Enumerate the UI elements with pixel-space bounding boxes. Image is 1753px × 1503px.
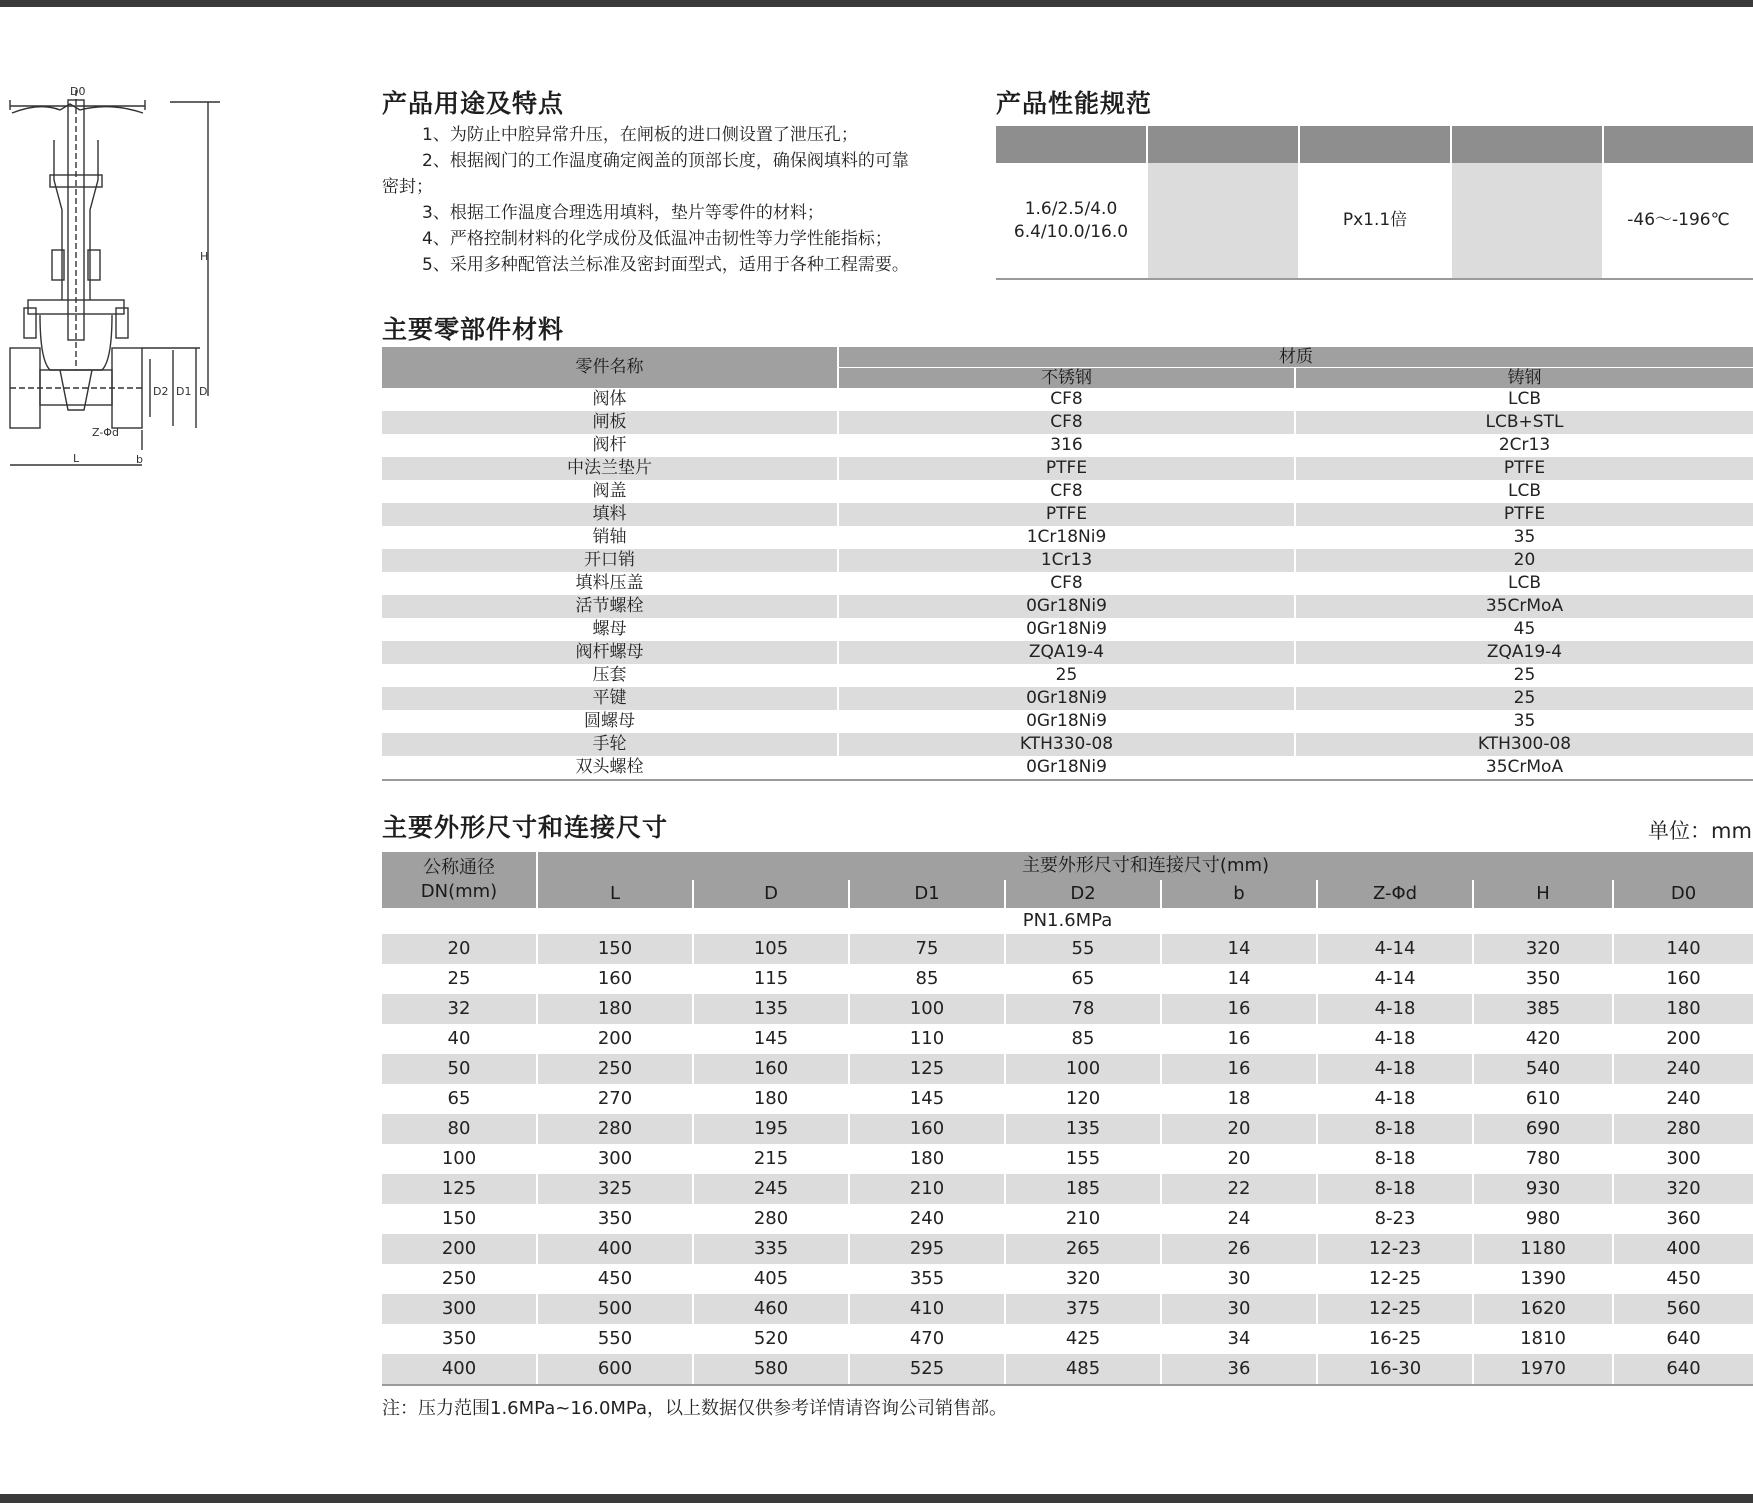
dimension-cell: 100 xyxy=(849,994,1005,1024)
dimension-cell: 250 xyxy=(382,1264,537,1294)
dimension-cell: 300 xyxy=(382,1294,537,1324)
material-row xyxy=(382,388,1753,411)
stainless-material-cell: 1Cr13 xyxy=(838,549,1295,572)
dimension-row xyxy=(382,1144,1753,1174)
cast-material-cell: ZQA19-4 xyxy=(1295,641,1753,664)
part-name-cell: 圆螺母 xyxy=(382,710,838,733)
dimension-cell: 30 xyxy=(1161,1294,1317,1324)
header-col-0: L xyxy=(537,880,693,908)
dimension-row xyxy=(382,964,1753,994)
dimension-cell: 640 xyxy=(1666,1328,1701,1349)
dimension-cell: 320 xyxy=(1613,1174,1753,1204)
dimension-cell: 600 xyxy=(537,1354,693,1385)
dimension-cell: 420 xyxy=(1473,1024,1613,1054)
dimension-cell: 780 xyxy=(1473,1144,1613,1174)
cast-material-cell: 35CrMoA xyxy=(1295,595,1753,618)
dimension-cell: 120 xyxy=(1005,1084,1161,1114)
dimension-cell: 4-18 xyxy=(1317,1024,1473,1054)
material-row xyxy=(382,710,1753,733)
cast-material-cell: 35CrMoA xyxy=(1295,756,1753,780)
header-col-3: D2 xyxy=(1005,880,1161,908)
stainless-material-cell: CF8 xyxy=(838,480,1295,503)
dimension-cell: 16 xyxy=(1161,1024,1317,1054)
dimension-cell: 300 xyxy=(537,1144,693,1174)
dimension-cell: 200 xyxy=(537,1024,693,1054)
dimension-cell: 12-25 xyxy=(1317,1264,1473,1294)
dimension-cell: 425 xyxy=(1005,1324,1161,1354)
cast-material-cell: 25 xyxy=(1513,665,1536,685)
dimension-row xyxy=(382,1234,1753,1264)
feature-item: 2、根据阀门的工作温度确定阀盖的顶部长度，确保阀填料的可靠 xyxy=(422,151,909,171)
label-h: H xyxy=(200,250,209,263)
dimension-cell: 8-18 xyxy=(1317,1114,1473,1144)
dimension-cell: 320 xyxy=(1005,1264,1161,1294)
dimension-cell: 4-18 xyxy=(1317,1084,1473,1114)
label-zphid: Z-Φd xyxy=(92,426,119,439)
dimension-cell: 16 xyxy=(1161,1054,1317,1084)
header-col-1: D xyxy=(693,880,849,908)
part-name-cell: 阀杆螺母 xyxy=(382,641,838,664)
header-stainless: 不锈钢 xyxy=(838,368,1295,389)
dimension-cell: 8-23 xyxy=(1317,1204,1473,1234)
dimension-cell: 980 xyxy=(1473,1204,1613,1234)
dimension-cell: 150 xyxy=(382,1204,537,1234)
material-row xyxy=(382,434,1753,457)
material-row xyxy=(382,503,1753,526)
dimension-row xyxy=(382,1114,1753,1144)
perf-blank-cell xyxy=(1148,163,1298,278)
stainless-material-cell: KTH330-08 xyxy=(838,733,1295,756)
dimension-cell: 1620 xyxy=(1473,1294,1613,1324)
stainless-material-cell: 0Gr18Ni9 xyxy=(838,687,1295,710)
dimension-cell: 25 xyxy=(382,964,537,994)
dimension-cell: 135 xyxy=(693,994,849,1024)
material-row xyxy=(382,526,1753,549)
dimension-cell: 690 xyxy=(1473,1114,1613,1144)
cast-material-cell: 45 xyxy=(1513,619,1536,639)
dimension-cell: 180 xyxy=(849,1144,1005,1174)
performance-table xyxy=(996,126,1753,280)
header-material: 材质 xyxy=(838,347,1753,368)
dimension-cell: 14 xyxy=(1161,964,1317,994)
dimension-cell: 295 xyxy=(849,1234,1005,1264)
feature-item: 3、根据工作温度合理选用填料，垫片等零件的材料； xyxy=(422,203,824,223)
cast-material-cell: LCB xyxy=(1507,481,1541,501)
dimension-row xyxy=(382,1174,1753,1204)
header-dim-group: 主要外形尺寸和连接尺寸(mm) xyxy=(537,852,1753,880)
dimension-cell: 150 xyxy=(537,934,693,964)
dimension-cell: 300 xyxy=(1666,1148,1701,1169)
material-row xyxy=(382,641,1753,664)
dimension-cell: 500 xyxy=(537,1294,693,1324)
feature-item: 密封； xyxy=(382,177,433,197)
cast-material-cell: LCB xyxy=(1507,573,1541,593)
dimensions-title: 主要外形尺寸和连接尺寸 xyxy=(382,813,669,842)
dimension-cell: 1810 xyxy=(1473,1324,1613,1354)
material-row xyxy=(382,756,1753,780)
material-row xyxy=(382,549,1753,572)
dimension-cell: 125 xyxy=(382,1174,537,1204)
dimension-cell: 155 xyxy=(1005,1144,1161,1174)
dimension-cell: 34 xyxy=(1161,1324,1317,1354)
dimension-cell: 385 xyxy=(1473,994,1613,1024)
dimension-cell: 85 xyxy=(849,964,1005,994)
dimension-cell: 450 xyxy=(1666,1268,1701,1289)
dimension-row xyxy=(382,994,1753,1024)
dimension-cell: 400 xyxy=(537,1234,693,1264)
dimension-row xyxy=(382,1264,1753,1294)
label-b: b xyxy=(136,453,143,466)
dimension-cell: 245 xyxy=(693,1174,849,1204)
dimension-row xyxy=(382,1204,1753,1234)
dimension-row xyxy=(382,934,1753,964)
cast-material-cell: LCB+STL xyxy=(1295,411,1753,434)
dimension-cell: 16-30 xyxy=(1317,1354,1473,1385)
dimension-cell: 140 xyxy=(1613,934,1753,964)
dimension-cell: 55 xyxy=(1005,934,1161,964)
dimension-cell: 4-14 xyxy=(1317,934,1473,964)
perf-blank-cell xyxy=(1452,163,1602,278)
dimension-cell: 110 xyxy=(849,1024,1005,1054)
dimension-cell: 20 xyxy=(382,934,537,964)
features-title: 产品用途及特点 xyxy=(382,89,565,118)
top-border-bar xyxy=(0,0,1753,7)
dimension-cell: 240 xyxy=(849,1204,1005,1234)
dimension-cell: 24 xyxy=(1161,1204,1317,1234)
part-name-cell: 阀体 xyxy=(382,388,838,411)
dimension-row xyxy=(382,1024,1753,1054)
stainless-material-cell: 0Gr18Ni9 xyxy=(838,756,1295,780)
cast-material-cell: LCB xyxy=(1507,389,1541,409)
dimension-row xyxy=(382,1324,1753,1354)
stainless-material-cell: CF8 xyxy=(838,388,1295,411)
dimension-cell: 450 xyxy=(537,1264,693,1294)
dimension-cell: 350 xyxy=(382,1324,537,1354)
dimension-cell: 115 xyxy=(693,964,849,994)
dimension-cell: 280 xyxy=(537,1114,693,1144)
header-cast-steel: 铸钢 xyxy=(1295,368,1753,389)
dimension-cell: 280 xyxy=(1613,1114,1753,1144)
dimension-cell: 250 xyxy=(537,1054,693,1084)
dimension-cell: 280 xyxy=(693,1204,849,1234)
perf-header-cell xyxy=(996,126,1146,163)
features-list xyxy=(382,122,972,278)
dimension-cell: 240 xyxy=(1613,1054,1753,1084)
header-col-5: Z-Φd xyxy=(1317,880,1473,908)
dimension-cell: 100 xyxy=(1005,1054,1161,1084)
dimension-row xyxy=(382,1084,1753,1114)
stainless-material-cell: 0Gr18Ni9 xyxy=(838,595,1295,618)
stainless-material-cell: 1Cr18Ni9 xyxy=(838,526,1295,549)
header-dn xyxy=(382,852,537,908)
dimension-cell: 1390 xyxy=(1473,1264,1613,1294)
dimension-cell: 180 xyxy=(693,1084,849,1114)
dimension-cell: 550 xyxy=(537,1324,693,1354)
perf-header-cell xyxy=(1300,126,1450,163)
dimension-cell: 325 xyxy=(537,1174,693,1204)
dimension-cell: 355 xyxy=(849,1264,1005,1294)
dimension-cell: 485 xyxy=(1005,1354,1161,1385)
dimension-cell: 520 xyxy=(693,1324,849,1354)
part-name-cell: 销轴 xyxy=(382,526,838,549)
dimension-cell: 610 xyxy=(1473,1084,1613,1114)
header-col-2: D1 xyxy=(849,880,1005,908)
dimension-cell: 470 xyxy=(849,1324,1005,1354)
unit-label: 单位：mm xyxy=(1648,819,1752,843)
dimension-cell: 540 xyxy=(1473,1054,1613,1084)
dimension-row xyxy=(382,1054,1753,1084)
dimension-cell: 100 xyxy=(382,1144,537,1174)
dimension-cell: 240 xyxy=(1666,1088,1701,1109)
perf-header-cell xyxy=(1604,126,1753,163)
dimension-cell: 4-14 xyxy=(1317,964,1473,994)
dimension-cell: 195 xyxy=(693,1114,849,1144)
dimension-cell: 210 xyxy=(849,1174,1005,1204)
material-row xyxy=(382,595,1753,618)
part-name-cell: 阀盖 xyxy=(382,480,838,503)
dimension-cell: 180 xyxy=(1613,994,1753,1024)
header-col-6: H xyxy=(1473,880,1613,908)
material-row xyxy=(382,618,1753,641)
stainless-material-cell: CF8 xyxy=(838,572,1295,595)
dimension-cell: 22 xyxy=(1161,1174,1317,1204)
dimension-cell: 4-18 xyxy=(1317,994,1473,1024)
stainless-material-cell: 0Gr18Ni9 xyxy=(838,618,1295,641)
dimension-cell: 160 xyxy=(537,964,693,994)
dimension-cell: 560 xyxy=(1613,1294,1753,1324)
dimension-cell: 12-25 xyxy=(1317,1294,1473,1324)
dimension-cell: 270 xyxy=(537,1084,693,1114)
dimension-cell: 200 xyxy=(1666,1028,1701,1049)
label-l: L xyxy=(73,452,80,465)
header-dn-line1: 公称通径 xyxy=(423,857,495,878)
part-name-cell: 填料压盖 xyxy=(382,572,838,595)
dimension-cell: 930 xyxy=(1473,1174,1613,1204)
materials-title: 主要零部件材料 xyxy=(382,315,565,344)
part-name-cell: 中法兰垫片 xyxy=(382,457,838,480)
stainless-material-cell: PTFE xyxy=(838,503,1295,526)
cast-material-cell: 20 xyxy=(1295,549,1753,572)
dimension-row xyxy=(382,1354,1753,1385)
dimension-cell: 36 xyxy=(1161,1354,1317,1385)
dimension-cell: 410 xyxy=(849,1294,1005,1324)
material-row xyxy=(382,687,1753,710)
cast-material-cell: 2Cr13 xyxy=(1498,435,1551,455)
perf-bottom-rule xyxy=(996,278,1753,280)
part-name-cell: 螺母 xyxy=(382,618,838,641)
dimension-cell: 580 xyxy=(693,1354,849,1385)
dimension-cell: 265 xyxy=(1005,1234,1161,1264)
valve-drawing xyxy=(0,80,230,480)
dimension-cell: 350 xyxy=(537,1204,693,1234)
dimension-cell: 185 xyxy=(1005,1174,1161,1204)
dimension-cell: 16-25 xyxy=(1317,1324,1473,1354)
dimension-cell: 26 xyxy=(1161,1234,1317,1264)
dimension-cell: 65 xyxy=(1005,964,1161,994)
material-row xyxy=(382,572,1753,595)
dimension-cell: 125 xyxy=(849,1054,1005,1084)
part-name-cell: 手轮 xyxy=(382,733,838,756)
dimension-cell: 1180 xyxy=(1473,1234,1613,1264)
label-d1: D1 xyxy=(176,385,192,398)
header-col-7: D0 xyxy=(1613,880,1753,908)
dimension-cell: 525 xyxy=(849,1354,1005,1385)
dimension-cell: 400 xyxy=(382,1354,537,1385)
part-name-cell: 开口销 xyxy=(382,549,838,572)
dimension-cell: 1970 xyxy=(1473,1354,1613,1385)
dimension-cell: 375 xyxy=(1005,1294,1161,1324)
perf-test-cell: Px1.1倍 xyxy=(1342,210,1408,230)
perf-pressure-line1: 1.6/2.5/4.0 xyxy=(1024,198,1118,219)
dimension-cell: 335 xyxy=(693,1234,849,1264)
dimension-cell: 16 xyxy=(1161,994,1317,1024)
dimension-cell: 4-18 xyxy=(1317,1054,1473,1084)
dimension-row xyxy=(382,1294,1753,1324)
dimension-cell: 65 xyxy=(382,1084,537,1114)
dimension-cell: 32 xyxy=(382,994,537,1024)
cast-material-cell: 35 xyxy=(1513,711,1536,731)
dimension-cell: 30 xyxy=(1161,1264,1317,1294)
dimension-cell: 78 xyxy=(1005,994,1161,1024)
dimension-cell: 405 xyxy=(693,1264,849,1294)
dimension-cell: 460 xyxy=(693,1294,849,1324)
dimensions-table xyxy=(382,852,1753,1386)
part-name-cell: 填料 xyxy=(382,503,838,526)
dimension-cell: 200 xyxy=(382,1234,537,1264)
dimension-cell: 8-18 xyxy=(1317,1174,1473,1204)
dimension-cell: 14 xyxy=(1161,934,1317,964)
header-dn-line2: DN(mm) xyxy=(420,881,498,902)
material-row xyxy=(382,480,1753,503)
dimension-cell: 145 xyxy=(849,1084,1005,1114)
dimension-cell: 145 xyxy=(693,1024,849,1054)
dimension-cell: 160 xyxy=(1666,968,1701,989)
label-d2: D2 xyxy=(153,385,169,398)
dimension-cell: 320 xyxy=(1473,934,1613,964)
part-name-cell: 双头螺栓 xyxy=(382,756,838,780)
materials-table xyxy=(382,347,1753,781)
cast-material-cell: PTFE xyxy=(1295,457,1753,480)
dimension-cell: 80 xyxy=(382,1114,537,1144)
dimension-cell: 40 xyxy=(382,1024,537,1054)
perf-header-cell xyxy=(1452,126,1602,163)
material-row xyxy=(382,457,1753,480)
dimension-cell: 8-18 xyxy=(1317,1144,1473,1174)
dimension-cell: 350 xyxy=(1473,964,1613,994)
dimension-cell: 12-23 xyxy=(1317,1234,1473,1264)
feature-item: 4、严格控制材料的化学成份及低温冲击韧性等力学性能指标； xyxy=(422,229,892,249)
perf-pressure-cell xyxy=(996,163,1146,278)
label-d0: D0 xyxy=(70,85,86,98)
stainless-material-cell: 0Gr18Ni9 xyxy=(838,710,1295,733)
dimension-cell: 160 xyxy=(849,1114,1005,1144)
cast-material-cell: KTH300-08 xyxy=(1295,733,1753,756)
dimension-cell: 215 xyxy=(693,1144,849,1174)
bottom-border-bar xyxy=(0,1494,1753,1503)
stainless-material-cell: 25 xyxy=(838,664,1295,687)
dimension-cell: 20 xyxy=(1161,1114,1317,1144)
part-name-cell: 压套 xyxy=(382,664,838,687)
dimension-cell: 360 xyxy=(1666,1208,1701,1229)
cast-material-cell: 25 xyxy=(1295,687,1753,710)
dimension-cell: 85 xyxy=(1005,1024,1161,1054)
perf-temp-cell: -46～-196℃ xyxy=(1627,210,1730,230)
header-part-name: 零件名称 xyxy=(382,347,838,388)
dimension-cell: 50 xyxy=(382,1054,537,1084)
dimension-cell: 18 xyxy=(1161,1084,1317,1114)
part-name-cell: 活节螺栓 xyxy=(382,595,838,618)
stainless-material-cell: 316 xyxy=(838,434,1295,457)
pressure-class-row: PN1.6MPa xyxy=(1022,910,1113,931)
perf-pressure-line2: 6.4/10.0/16.0 xyxy=(1013,221,1129,242)
cast-material-cell: PTFE xyxy=(1295,503,1753,526)
material-row xyxy=(382,411,1753,434)
dimension-cell: 135 xyxy=(1005,1114,1161,1144)
stainless-material-cell: PTFE xyxy=(838,457,1295,480)
dimension-cell: 180 xyxy=(537,994,693,1024)
material-row xyxy=(382,664,1753,687)
feature-item: 5、采用多种配管法兰标准及密封面型式，适用于各种工程需要。 xyxy=(422,255,909,275)
dimension-cell: 160 xyxy=(693,1054,849,1084)
footnote: 注：压力范围1.6MPa~16.0MPa，以上数据仅供参考详情请咨询公司销售部。 xyxy=(382,1398,1007,1419)
part-name-cell: 平键 xyxy=(382,687,838,710)
dimension-cell: 400 xyxy=(1613,1234,1753,1264)
dimension-cell: 20 xyxy=(1161,1144,1317,1174)
label-d: D xyxy=(199,385,208,398)
feature-item: 1、为防止中腔异常升压，在闸板的进口侧设置了泄压孔； xyxy=(422,125,858,145)
perf-header-cell xyxy=(1148,126,1298,163)
dimension-cell: 105 xyxy=(693,934,849,964)
stainless-material-cell: CF8 xyxy=(838,411,1295,434)
performance-title: 产品性能规范 xyxy=(996,89,1153,118)
header-col-4: b xyxy=(1161,880,1317,908)
dimension-cell: 640 xyxy=(1613,1354,1753,1385)
part-name-cell: 闸板 xyxy=(382,411,838,434)
cast-material-cell: 35 xyxy=(1513,527,1536,547)
material-row xyxy=(382,733,1753,756)
stainless-material-cell: ZQA19-4 xyxy=(838,641,1295,664)
part-name-cell: 阀杆 xyxy=(382,434,838,457)
dimension-cell: 210 xyxy=(1005,1204,1161,1234)
dimension-cell: 75 xyxy=(849,934,1005,964)
